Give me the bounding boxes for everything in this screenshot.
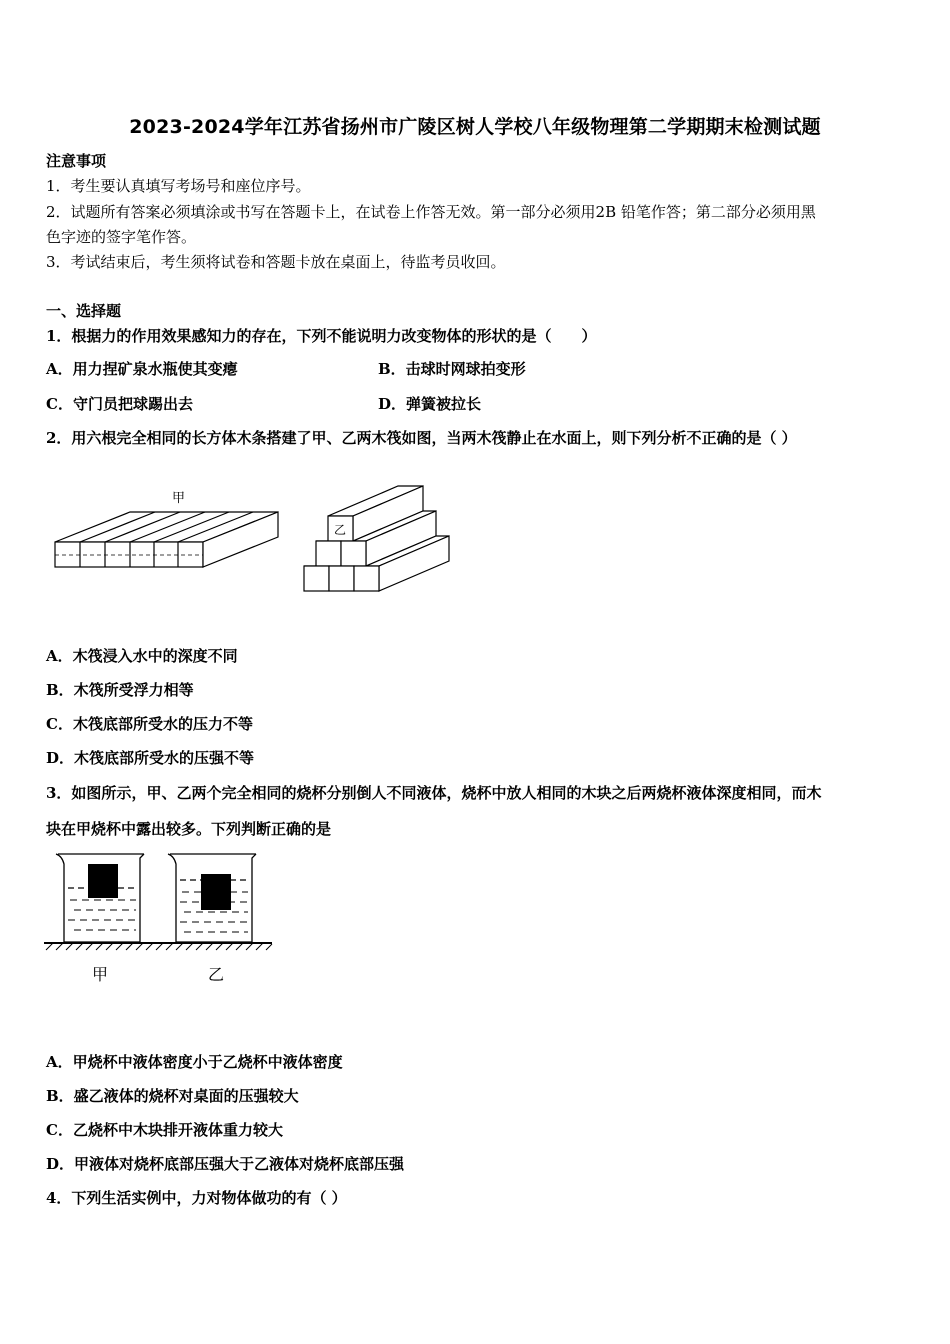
beaker-figure [44, 850, 276, 990]
wood-block-jia [88, 864, 118, 898]
raft-yi [304, 486, 449, 591]
q1-option-c: C．守门员把球踢出去 [46, 395, 193, 413]
beaker-jia-label: 甲 [92, 965, 109, 984]
note-item-1: 1．考生要认真填写考场号和座位序号。 [46, 177, 311, 195]
note-item-2: 2．试题所有答案必须填涂或书写在答题卡上，在试卷上作答无效。第一部分必须用2B 铅笔作答；第二部分必须用黑 [46, 203, 816, 221]
q4-stem: 4．下列生活实例中，力对物体做功的有（ ） [46, 1189, 347, 1207]
q3-option-d: D．甲液体对烧杯底部压强大于乙液体对烧杯底部压强 [46, 1155, 405, 1173]
q1-option-d: D．弹簧被拉长 [378, 395, 482, 413]
q3-stem-line2: 块在甲烧杯中露出较多。下列判断正确的是 [46, 820, 332, 838]
raft-jia [55, 512, 278, 567]
q3-stem-line1: 3．如图所示，甲、乙两个完全相同的烧杯分别倒人不同液体，烧杯中放人相同的木块之后两烧杯液体深度相同，而木 [46, 784, 822, 802]
note-item-3: 3．考试结束后，考生须将试卷和答题卡放在桌面上，待监考员收回。 [46, 253, 506, 271]
q1-option-a: A．用力捏矿泉水瓶使其变瘪 [46, 360, 238, 378]
q1-stem: 1．根据力的作用效果感知力的存在，下列不能说明力改变物体的形状的是（ ） [46, 327, 597, 345]
table-surface [44, 943, 272, 950]
section-heading: 一、选择题 [46, 302, 122, 320]
beaker-yi-label: 乙 [208, 965, 225, 984]
raft-yi-label: 乙 [334, 523, 347, 537]
q2-option-a: A．木筏浸入水中的深度不同 [46, 647, 238, 665]
q2-stem: 2．用六根完全相同的长方体木条搭建了甲、乙两木筏如图，当两木筏静止在水面上，则下列分析不正确的是（ ） [46, 429, 797, 447]
q2-option-d: D．木筏底部所受水的压强不等 [46, 749, 255, 767]
q2-option-b: B．木筏所受浮力相等 [46, 681, 194, 699]
q3-option-c: C．乙烧杯中木块排开液体重力较大 [46, 1121, 283, 1139]
q1-option-b: B．击球时网球拍变形 [378, 360, 526, 378]
note-item-2-cont: 色字迹的签字笔作答。 [46, 228, 197, 246]
q3-option-b: B．盛乙液体的烧杯对桌面的压强较大 [46, 1087, 299, 1105]
notes-heading: 注意事项 [46, 152, 107, 170]
q2-option-c: C．木筏底部所受水的压力不等 [46, 715, 253, 733]
raft-figure [50, 480, 460, 605]
wood-block-yi [201, 874, 231, 910]
raft-jia-label: 甲 [172, 491, 186, 506]
q3-option-a: A．甲烧杯中液体密度小于乙烧杯中液体密度 [46, 1053, 343, 1071]
page-title: 2023-2024学年江苏省扬州市广陵区树人学校八年级物理第二学期期末检测试题 [129, 116, 821, 138]
